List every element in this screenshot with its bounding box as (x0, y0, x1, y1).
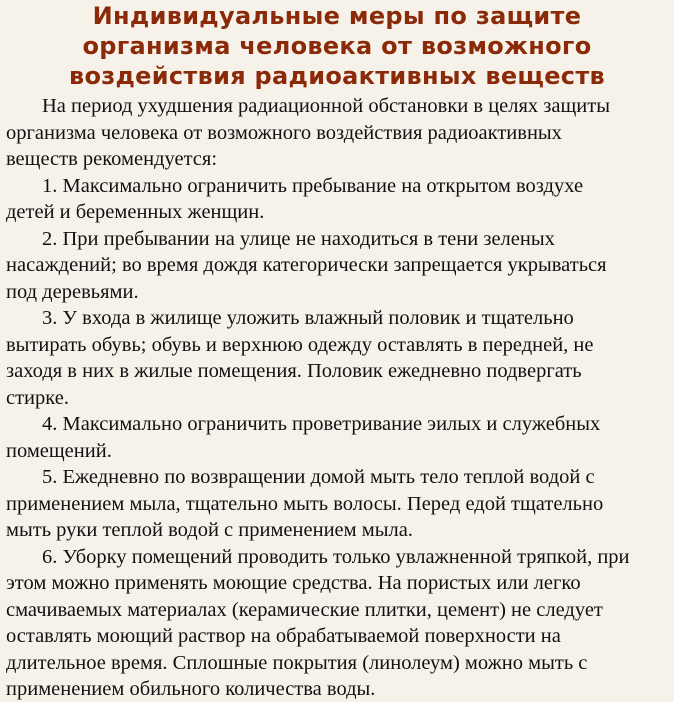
watermark-text: @平阳法院服务 (568, 673, 666, 689)
text-line: 1. Максимально ограничить пребывание на открытом воздухе (42, 174, 584, 197)
text-line: На период ухудшения радиационной обстановки в целях защиты (42, 95, 610, 117)
page-title (0, 0, 674, 91)
text-line: смачиваемых материалах (керамические плитки, цемент) не следует (6, 598, 603, 621)
title-line-2: организма человека от возможного (82, 32, 592, 60)
text-line: 4. Максимально ограничить проветривание эилых и служебных (42, 413, 601, 435)
text-line: 5. Ежедневно по возвращении домой мыть тело теплой водой с (42, 466, 595, 488)
item-3-paragraph (6, 305, 674, 411)
text-line: вытирать обувь; обувь и верхнюю одежду оставлять в передней, не (6, 333, 594, 356)
title-line-1: Индивидуальные меры по защите (92, 2, 582, 30)
item-5-paragraph (6, 464, 674, 544)
text-line: организма человека от возможного воздействия радиоактивных (6, 121, 562, 144)
article-body (0, 93, 674, 702)
text-line: применением обильного количества воды. (6, 678, 376, 700)
text-line: стирке. (6, 386, 69, 409)
text-line: заходя в них в жилые помещения. Половик ежедневно подвергать (6, 360, 582, 382)
text-line: насаждений; во время дождя категорически запрещается укрываться (6, 254, 607, 276)
text-line: оставлять моющий раствор на обрабатываемой поверхности на (6, 625, 561, 647)
text-line: применением мыла, тщательно мыть волосы. Перед едой тщательно (6, 492, 604, 515)
text-line: 6. Уборку помещений проводить только увлажненной тряпкой, при (42, 545, 630, 568)
text-line: длительное время. Сплошные покрытия (линолеум) можно мыть с (6, 651, 588, 674)
text-line: 3. У входа в жилище уложить влажный половик и тщательно (42, 307, 574, 329)
title-line-3: воздействия радиоактивных веществ (68, 62, 606, 90)
text-line: детей и беременных женщин. (6, 201, 265, 223)
text-line: помещений. (6, 439, 112, 462)
text-line: под деревьями. (6, 280, 139, 303)
item-4-paragraph (6, 411, 674, 464)
item-1-paragraph (6, 173, 674, 226)
text-line: этом можно применять моющие средства. На пористых или легко (6, 572, 581, 594)
text-line: веществ рекомендуется: (6, 148, 218, 170)
intro-paragraph (6, 93, 674, 173)
text-line: 2. При пребывании на улице не находиться в тени зеленых (42, 227, 555, 250)
text-line: мыть руки теплой водой с применением мыла. (6, 519, 413, 541)
item-2-paragraph (6, 226, 674, 306)
